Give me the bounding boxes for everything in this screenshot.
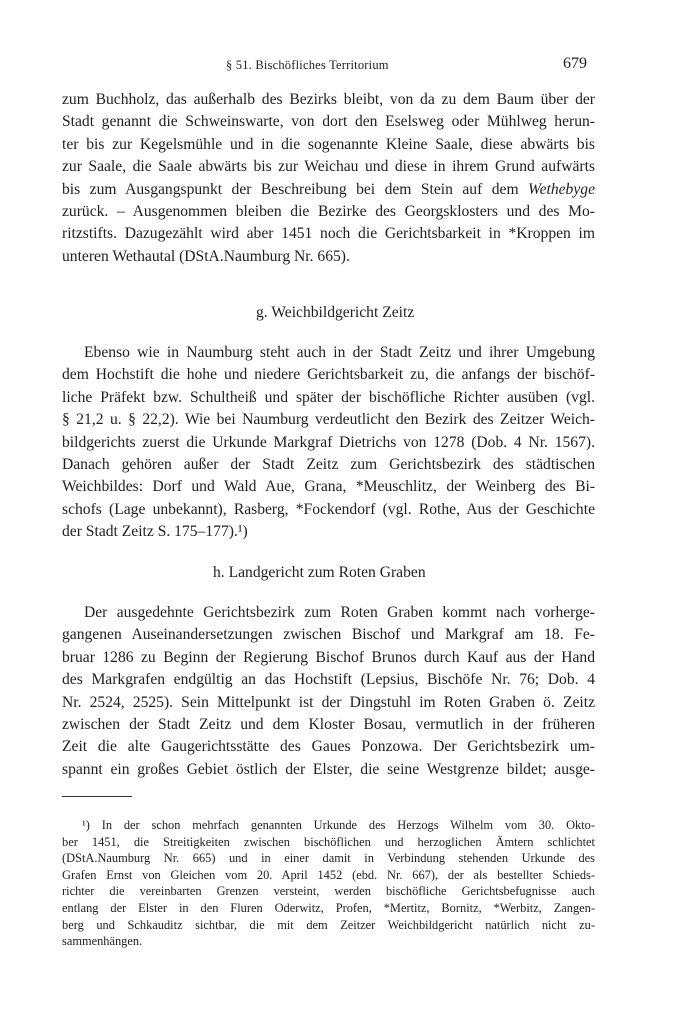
page-number: 679 [563, 55, 587, 72]
text-line: zum Buchholz, das außerhalb des Bezirks bleibt, von da zu dem Baum über der [62, 91, 595, 108]
text-line: zurück. – Ausgenommen bleiben die Bezirke des Georgsklosters und des Mo- [62, 203, 595, 221]
footnote-line: (DStA.Naumburg Nr. 665) und in einer damit in Verbindung stehenden Urkunde des [62, 851, 595, 866]
text-line: liche Präfekt bzw. Schultheiß und später der bischöfliche Richter ausüben (vgl. [62, 388, 595, 406]
footnote [62, 817, 595, 950]
text-line: Der ausgedehnte Gerichtsbezirk zum Roten Graben kommt nach vorherge- [84, 604, 595, 621]
text-line: Nr. 2524, 2525). Sein Mittelpunkt ist der Dingstuhl im Roten Graben ö. Zeitz [62, 693, 595, 711]
italic-place-name: Wethebyge [528, 180, 595, 198]
text-line: Weichbildes: Dorf und Wald Aue, Grana, *Meuschlitz, der Weinberg des Bi- [62, 478, 595, 496]
text-line: Danach gehören außer der Stadt Zeitz zum Gerichtsbezirk des städtischen [62, 456, 595, 474]
text-line: schofs (Lage unbekannt), Rasberg, *Fockendorf (vgl. Rothe, Aus der Geschichte [62, 500, 595, 518]
paragraph-2 [62, 342, 595, 544]
text-line: ter bis zur Kegelsmühle und in die sogenannte Kleine Saale, diese abwärts bis [62, 135, 595, 153]
text-line: zur Saale, die Saale abwärts bis zur Weichau und diese in ihrem Grund aufwärts [62, 158, 595, 176]
text-line: ritzstifts. Dazugezählt wird aber 1451 noch die Gerichtsbarkeit in *Kroppen im [62, 225, 595, 243]
section-heading-g: g. Weichbildgericht Zeitz [256, 304, 415, 321]
text-line: Zeit die alte Gaugerichtsstätte des Gaues Ponzowa. Der Gerichtsbezirk um- [62, 738, 595, 756]
running-head: § 51. Bischöfliches Territorium [226, 58, 389, 72]
paragraph-1 [62, 89, 595, 268]
section-heading-h: h. Landgericht zum Roten Graben [213, 564, 426, 581]
footnote-line: sammenhängen. [62, 934, 143, 949]
text-line: der Stadt Zeitz S. 175–177).¹) [62, 523, 248, 541]
text-line: gangenen Auseinandersetzungen zwischen Bischof und Markgraf am 18. Fe- [62, 626, 595, 644]
text-line: dem Hochstift die hohe und niedere Gerichtsbarkeit zu, die anfangs der bischöf- [62, 366, 595, 384]
footnote-line: ¹) In der schon mehrfach genannten Urkunde des Herzogs Wilhelm vom 30. Okto- [82, 818, 595, 832]
text-line: spannt ein großes Gebiet östlich der Elster, die seine Westgrenze bildet; ausge- [62, 760, 595, 778]
text-line: bruar 1286 zu Beginn der Regierung Bischof Brunos durch Kauf aus der Hand [62, 648, 595, 666]
footnote-line: entlang der Elster in den Fluren Oderwitz, Profen, *Mertitz, Bornitz, *Werbitz, Zangen- [62, 900, 595, 915]
footnote-line: Grafen Ernst von Gleichen vom 20. April 1452 (ebd. Nr. 667), der als bestellter Schieds- [62, 867, 595, 882]
text-line: zwischen der Stadt Zeitz und dem Kloster Bosau, vermutlich in der früheren [62, 716, 595, 734]
text-line: Stadt genannt die Schweinswarte, von dort den Eselsweg oder Mühlweg herun- [62, 113, 595, 131]
text-line: bis zum Ausgangspunkt der Beschreibung bei dem Stein auf dem Wethebyge [62, 180, 595, 198]
paragraph-3 [62, 602, 595, 781]
footnote-line: berg und Schkauditz sichtbar, die mit dem Zeitzer Weichbildgericht natürlich nicht zu- [62, 917, 595, 932]
text-line: unteren Wethautal (DStA.Naumburg Nr. 665). [62, 247, 350, 265]
footnote-rule [62, 796, 132, 797]
footnote-line: richter die vereinbarten Grenzen versteint, werden bischöfliche Gerichtsbefugnisse auch [62, 884, 595, 899]
text-line: § 21,2 u. § 22,2). Wie bei Naumburg verdeutlicht den Bezirk des Zeitzer Weich- [62, 411, 595, 429]
text-line: des Markgrafen endgültig an das Hochstift (Lepsius, Bischöfe Nr. 76; Dob. 4 [62, 671, 595, 689]
text-line: Ebenso wie in Naumburg steht auch in der Stadt Zeitz und ihrer Umgebung [84, 344, 595, 361]
text-line: bildgerichts zuerst die Urkunde Markgraf Dietrichs von 1278 (Dob. 4 Nr. 1567). [62, 433, 595, 451]
footnote-line: ber 1451, die Streitigkeiten zwischen bischöflichen und herzoglichen Ämtern schlichtet [62, 834, 595, 849]
